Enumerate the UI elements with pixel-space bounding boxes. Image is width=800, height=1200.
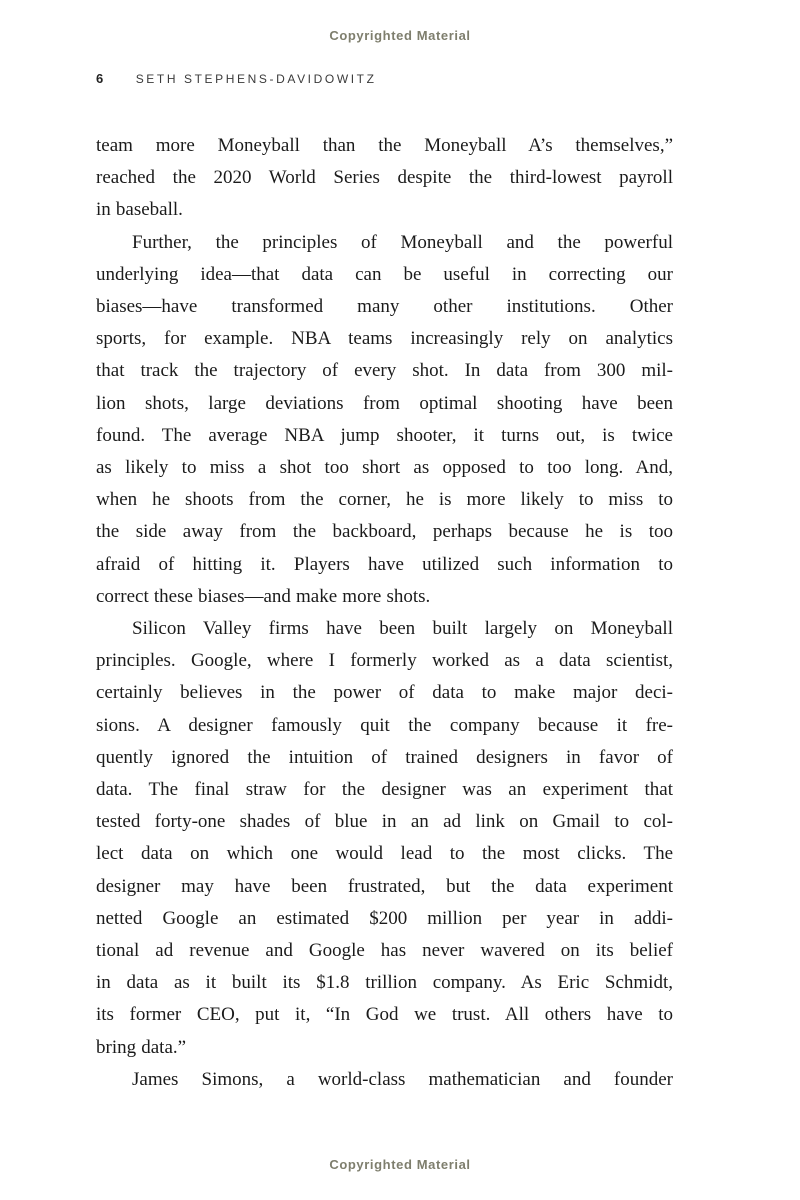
- running-title: SETH STEPHENS-DAVIDOWITZ: [135, 72, 377, 86]
- text-line: its former CEO, put it, “In God we trust. All others have to: [96, 1004, 673, 1026]
- text-line: bring data.”: [96, 1036, 187, 1058]
- text-line: biases—have transformed many other institutions. Other: [96, 296, 673, 318]
- text-line: tional ad revenue and Google has never wavered on its belief: [96, 940, 673, 962]
- paragraph: [96, 1064, 673, 1096]
- text-line: Silicon Valley firms have been built largely on Moneyball: [132, 618, 673, 640]
- copyright-notice-top: Copyrighted Material: [329, 28, 471, 43]
- paragraph: [96, 130, 673, 227]
- text-line: sports, for example. NBA teams increasingly rely on analytics: [96, 328, 673, 350]
- text-line: afraid of hitting it. Players have utilized such information to: [96, 553, 673, 575]
- running-header: [96, 70, 673, 88]
- text-line: lion shots, large deviations from optimal shooting have been: [96, 392, 673, 414]
- text-line: principles. Google, where I formerly worked as a data scientist,: [96, 650, 673, 672]
- page-number: 6: [96, 71, 104, 86]
- text-line: in data as it built its $1.8 trillion company. As Eric Schmidt,: [96, 972, 673, 994]
- text-line: quently ignored the intuition of trained designers in favor of: [96, 746, 673, 768]
- text-line: in baseball.: [96, 199, 183, 221]
- text-line: designer may have been frustrated, but the data experiment: [96, 875, 673, 897]
- text-line: tested forty-one shades of blue in an ad link on Gmail to col-: [96, 811, 673, 833]
- text-line: team more Moneyball than the Moneyball A’s themselves,”: [96, 135, 673, 156]
- text-line: sions. A designer famously quit the company because it fre-: [96, 714, 673, 736]
- text-line: data. The final straw for the designer was an experiment that: [96, 779, 673, 801]
- text-line: as likely to miss a shot too short as opposed to too long. And,: [96, 457, 673, 479]
- text-line: found. The average NBA jump shooter, it turns out, is twice: [96, 424, 673, 446]
- text-line: that track the trajectory of every shot. In data from 300 mil-: [96, 360, 673, 382]
- text-line: Further, the principles of Moneyball and the powerful: [132, 231, 673, 253]
- text-line: reached the 2020 World Series despite the third-lowest payroll: [96, 167, 673, 189]
- text-line: lect data on which one would lead to the most clicks. The: [96, 843, 673, 865]
- paragraph: [96, 227, 673, 613]
- paragraph: [96, 613, 673, 1064]
- text-line: correct these biases—and make more shots.: [96, 585, 431, 607]
- text-line: James Simons, a world-class mathematician and founder: [132, 1068, 673, 1090]
- page-body: [96, 130, 673, 1096]
- text-line: certainly believes in the power of data to make major deci-: [96, 682, 673, 704]
- text-line: when he shoots from the corner, he is more likely to miss to: [96, 489, 673, 511]
- text-line: the side away from the backboard, perhaps because he is too: [96, 521, 673, 543]
- text-line: netted Google an estimated $200 million per year in addi-: [96, 907, 673, 929]
- copyright-notice-bottom: Copyrighted Material: [329, 1157, 471, 1172]
- text-line: underlying idea—that data can be useful in correcting our: [96, 263, 673, 285]
